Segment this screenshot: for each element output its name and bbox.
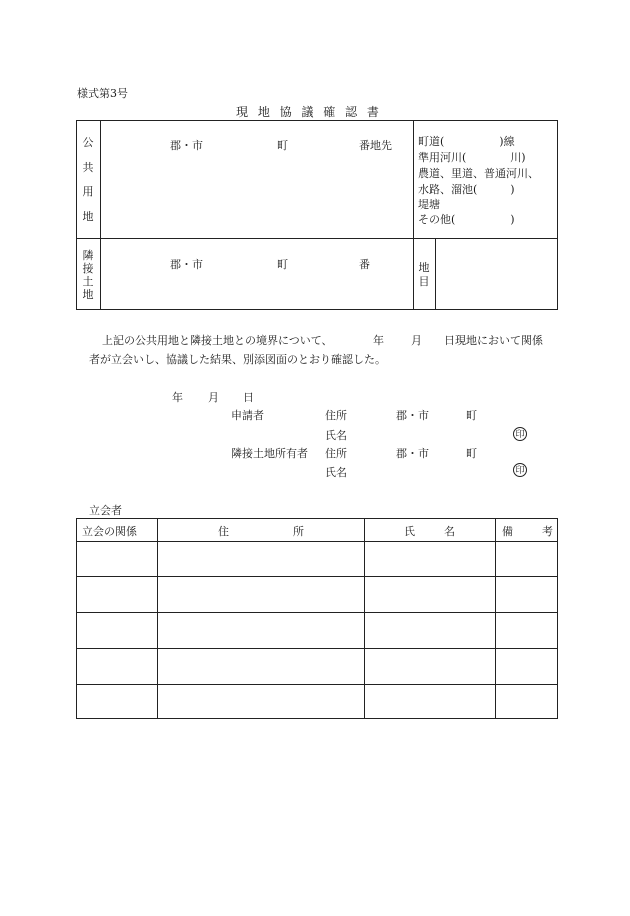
public-land-banchi: 番地先 bbox=[359, 139, 392, 152]
owner-seal-icon: 印 bbox=[513, 463, 527, 477]
adjacent-land-char: 土 bbox=[82, 275, 94, 288]
header-name-a: 氏 bbox=[404, 525, 415, 538]
statement-month: 月 bbox=[411, 334, 422, 347]
witness-table bbox=[76, 518, 558, 719]
date-day: 日 bbox=[243, 391, 254, 404]
header-address-b: 所 bbox=[293, 525, 304, 538]
public-land-type: 準用河川( 川) bbox=[418, 151, 526, 164]
header-remarks-a: 備 bbox=[502, 525, 513, 538]
public-land-machi: 町 bbox=[277, 139, 288, 152]
applicant-address-label: 住所 bbox=[325, 409, 347, 422]
owner-role: 隣接土地所有者 bbox=[231, 447, 308, 460]
witness-section-label: 立会者 bbox=[89, 504, 122, 517]
public-land-char: 公 bbox=[82, 136, 94, 149]
applicant-machi: 町 bbox=[466, 409, 477, 422]
adjacent-land-gun-shi: 郡・市 bbox=[170, 258, 203, 271]
owner-name-label: 氏名 bbox=[325, 466, 347, 479]
applicant-role: 申請者 bbox=[231, 409, 264, 422]
adjacent-land-machi: 町 bbox=[277, 258, 288, 271]
public-land-type: その他( ) bbox=[418, 213, 515, 226]
public-land-gun-shi: 郡・市 bbox=[170, 139, 203, 152]
adjacent-land-char: 隣 bbox=[82, 249, 94, 262]
public-land-char: 用 bbox=[82, 185, 94, 198]
applicant-gun-shi: 郡・市 bbox=[396, 409, 429, 422]
date-month: 月 bbox=[208, 391, 219, 404]
chimoku-char: 目 bbox=[418, 275, 430, 288]
header-remarks-b: 考 bbox=[542, 525, 553, 538]
header-name-b: 名 bbox=[444, 525, 455, 538]
adjacent-land-char: 地 bbox=[82, 288, 94, 301]
applicant-name-label: 氏名 bbox=[325, 429, 347, 442]
public-land-type: 農道、里道、普通河川、 bbox=[418, 167, 539, 180]
public-land-type: 町道( )線 bbox=[418, 135, 515, 148]
owner-machi: 町 bbox=[466, 447, 477, 460]
adjacent-land-char: 接 bbox=[82, 262, 94, 275]
statement-line2: 者が立会いし、協議した結果、別添図面のとおり確認した。 bbox=[89, 353, 386, 366]
public-land-char: 共 bbox=[82, 161, 94, 174]
adjacent-land-ban: 番 bbox=[359, 258, 370, 271]
public-land-char: 地 bbox=[82, 210, 94, 223]
chimoku-char: 地 bbox=[418, 261, 430, 274]
applicant-seal-icon: 印 bbox=[513, 427, 527, 441]
owner-address-label: 住所 bbox=[325, 447, 347, 460]
statement-line1-b: 日現地において関係 bbox=[444, 334, 543, 347]
header-address-a: 住 bbox=[218, 525, 229, 538]
public-land-type: 堤塘 bbox=[418, 198, 440, 211]
statement-line1-a: 上記の公共用地と隣接土地との境界について、 bbox=[102, 334, 333, 347]
statement-year: 年 bbox=[373, 334, 384, 347]
header-relation: 立会の関係 bbox=[82, 525, 137, 538]
form-number: 様式第3号 bbox=[77, 87, 128, 100]
document-title: 現 地 協 議 確 認 書 bbox=[236, 105, 382, 119]
public-land-type: 水路、溜池( ) bbox=[418, 183, 515, 196]
date-year: 年 bbox=[172, 391, 183, 404]
owner-gun-shi: 郡・市 bbox=[396, 447, 429, 460]
